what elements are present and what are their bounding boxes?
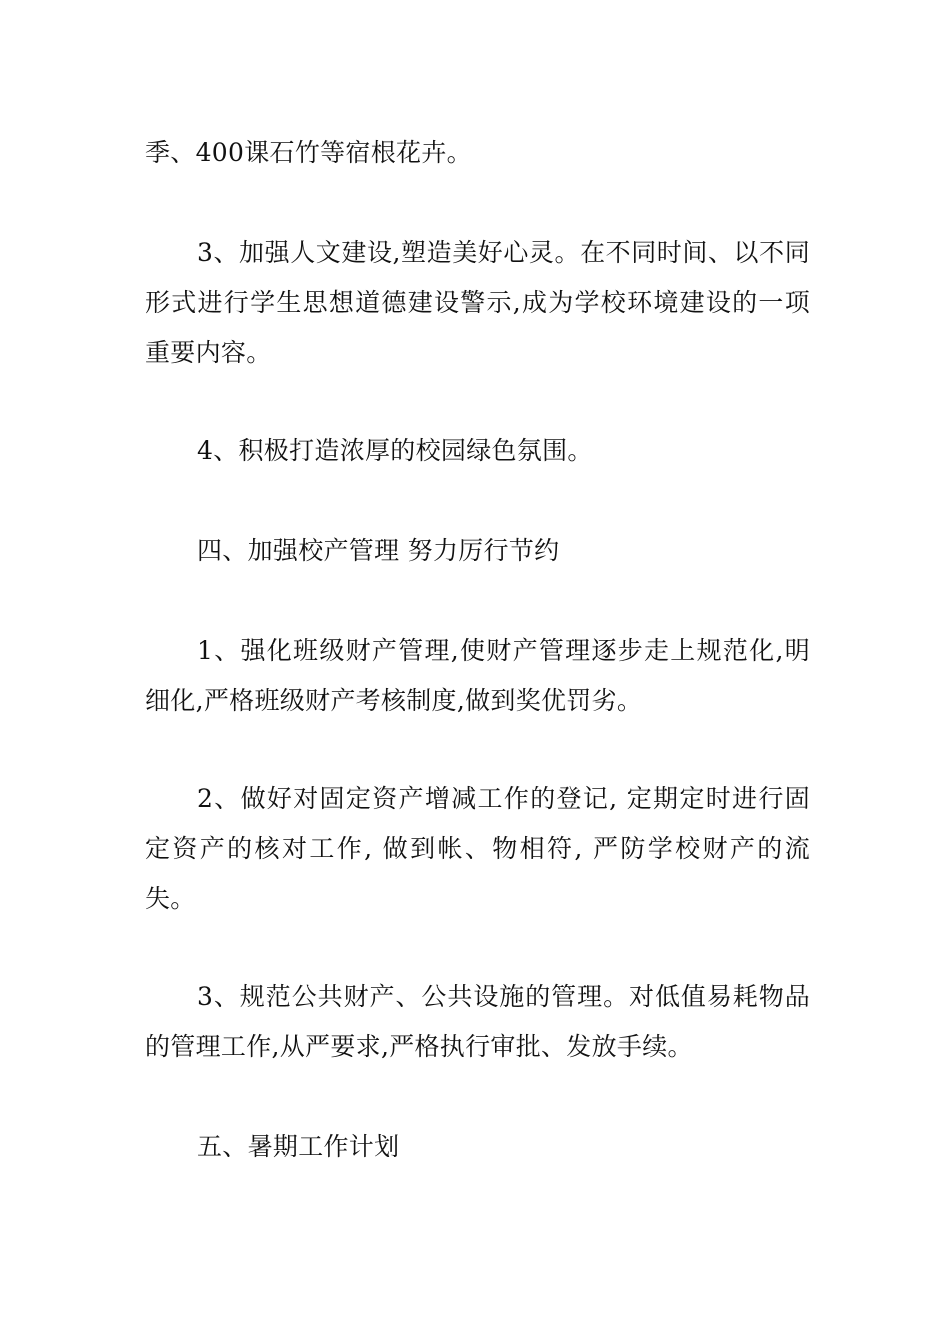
paragraph-item-1-class-property: 1、强化班级财产管理,使财产管理逐步走上规范化,明细化,严格班级财产考核制度,做到奖优罚劣。 xyxy=(145,636,810,715)
paragraph-item-4-green-campus: 4、积极打造浓厚的校园绿色氛围。 xyxy=(197,436,593,465)
section-heading-5: 五、暑期工作计划 xyxy=(197,1132,400,1161)
paragraph-continuation: 季、400课石竹等宿根花卉。 xyxy=(145,138,472,167)
paragraph-item-2-fixed-assets: 2、做好对固定资产增减工作的登记, 定期定时进行固定资产的核对工作, 做到帐、物相符, 严防学校财产的流失。 xyxy=(145,784,810,913)
paragraph-item-3-public-property: 3、规范公共财产、公共设施的管理。对低值易耗物品的管理工作,从严要求,严格执行审批、发放手续。 xyxy=(145,982,810,1061)
paragraph-item-3-humanities: 3、加强人文建设,塑造美好心灵。在不同时间、以不同形式进行学生思想道德建设警示,成为学校环境建设的一项重要内容。 xyxy=(145,238,810,367)
section-heading-4: 四、加强校产管理 努力厉行节约 xyxy=(197,536,560,565)
